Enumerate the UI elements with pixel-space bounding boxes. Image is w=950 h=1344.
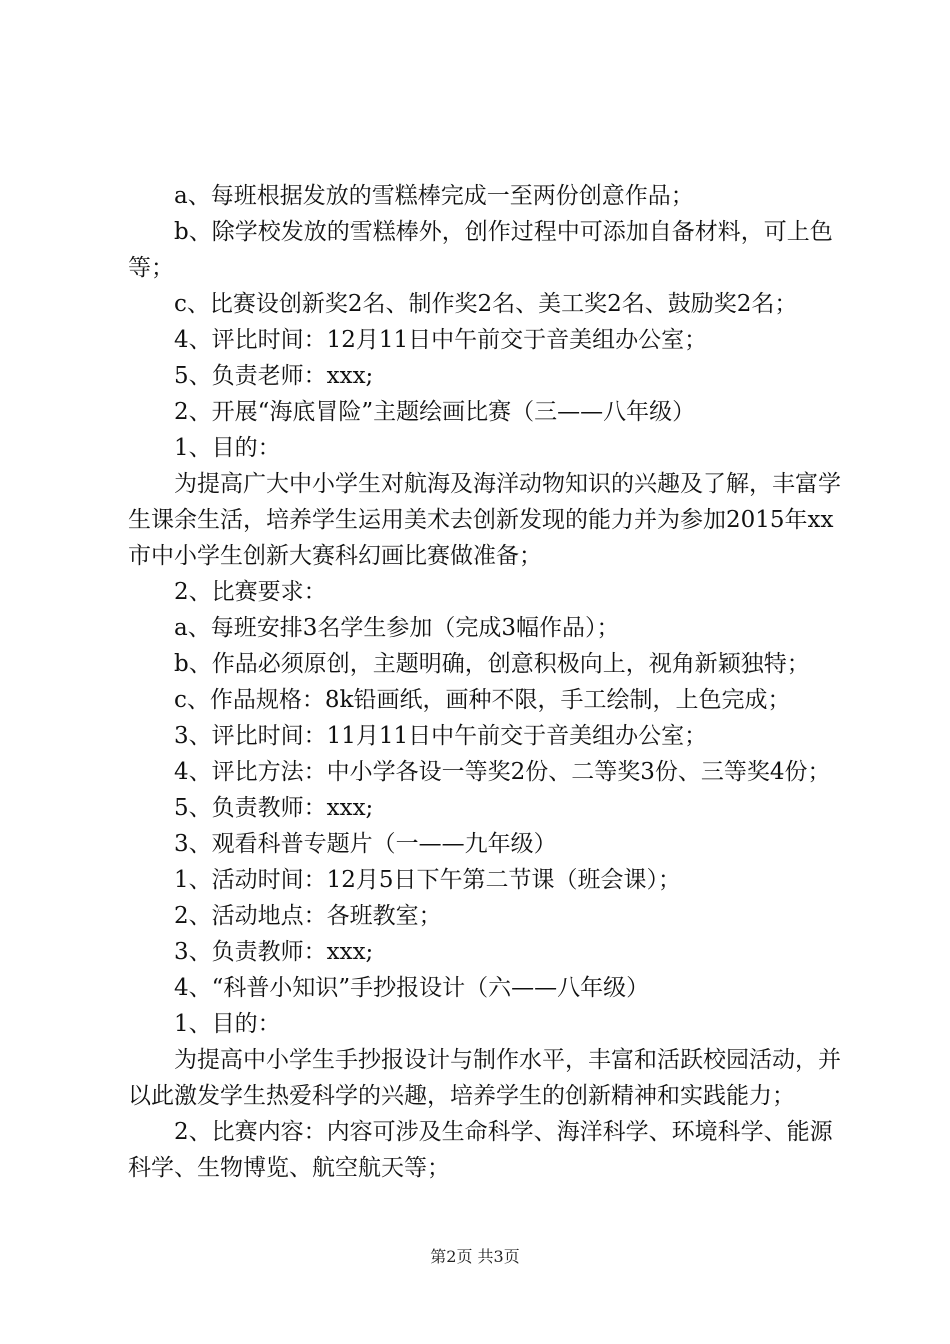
paragraph: 2、活动地点：各班教室； xyxy=(174,903,442,929)
paragraph: 5、负责教师：xxx; xyxy=(174,795,374,821)
paragraph: 4、评比时间：12月11日中午前交于音美组办公室； xyxy=(174,327,708,353)
paragraph: b、作品必须原创，主题明确，创意积极向上，视角新颖独特； xyxy=(174,651,810,677)
paragraph: a、每班根据发放的雪糕棒完成一至两份创意作品； xyxy=(174,183,694,209)
section-heading: 3、观看科普专题片（一——九年级） xyxy=(174,831,557,857)
paragraph: 为提高中小学生手抄报设计与制作水平，丰富和活跃校园活动，并以此激发学生热爱科学的兴趣，培养学生的创新精神和实践能力； xyxy=(128,1047,841,1109)
paragraph: 1、目的： xyxy=(174,1011,281,1037)
paragraph: 5、负责老师：xxx; xyxy=(174,363,374,389)
paragraph: 1、活动时间：12月5日下午第二节课（班会课）； xyxy=(174,867,682,893)
paragraph: c、作品规格：8k铅画纸，画种不限，手工绘制，上色完成； xyxy=(174,687,791,713)
paragraph: c、比赛设创新奖2名、制作奖2名、美工奖2名、鼓励奖2名； xyxy=(174,291,798,317)
paragraph: b、除学校发放的雪糕棒外，创作过程中可添加自备材料，可上色等； xyxy=(128,219,833,281)
paragraph: 为提高广大中小学生对航海及海洋动物知识的兴趣及了解，丰富学生课余生活，培养学生运用美术去创新发现的能力并为参加2015年xx市中小学生创新大赛科幻画比赛做准备； xyxy=(128,471,841,569)
paragraph: 3、负责教师：xxx; xyxy=(174,939,374,965)
paragraph: a、每班安排3名学生参加（完成3幅作品）； xyxy=(174,615,620,641)
paragraph: 1、目的： xyxy=(174,435,281,461)
document-body xyxy=(128,178,848,1186)
paragraph: 2、比赛内容：内容可涉及生命科学、海洋科学、环境科学、能源科学、生物博览、航空航天等； xyxy=(128,1119,833,1181)
section-heading: 4、“科普小知识”手抄报设计（六——八年级） xyxy=(174,975,650,1001)
page-footer: 第2页 共3页 xyxy=(430,1247,520,1266)
paragraph: 4、评比方法：中小学各设一等奖2份、二等奖3份、三等奖4份； xyxy=(174,759,831,785)
paragraph: 2、比赛要求： xyxy=(174,579,327,605)
section-heading: 2、开展“海底冒险”主题绘画比赛（三——八年级） xyxy=(174,399,696,425)
paragraph: 3、评比时间：11月11日中午前交于音美组办公室； xyxy=(174,723,708,749)
